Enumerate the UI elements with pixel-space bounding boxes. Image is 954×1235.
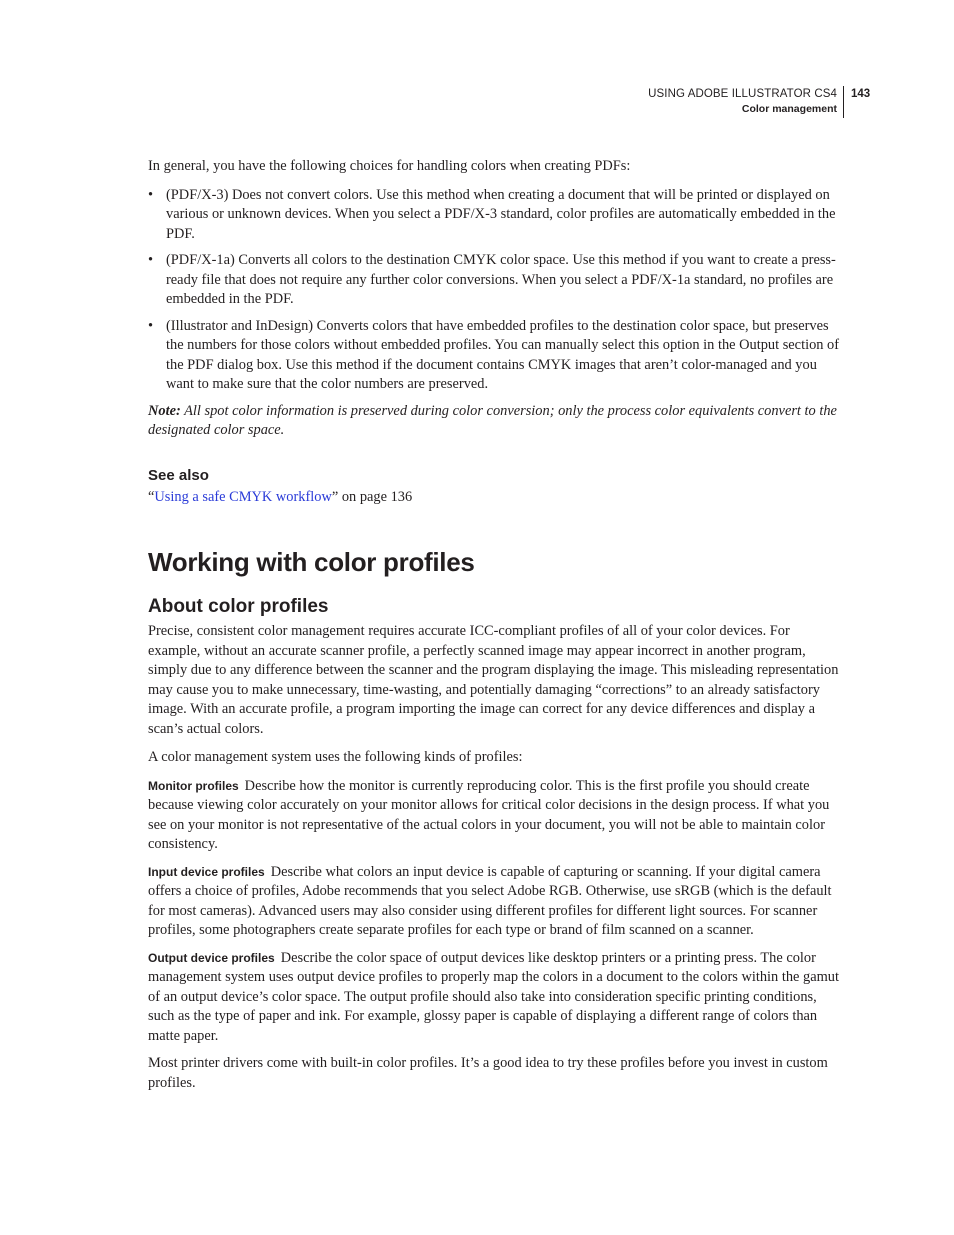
- bullet-marker: •: [148, 317, 154, 334]
- definition-text: Describe the color space of output devices like desktop printers or a printing press. The color management system uses output device profiles to properly map the colors in a document to the colors within the gamut of an output device’s color space. The output profile should also take into consideration specific printing conditions, such as the type of paper and ink. For example, glossy paper is capable of displaying a different range of colors than matte paper.: [148, 949, 839, 1044]
- note-label: Note:: [148, 402, 181, 419]
- open-quote: “: [148, 488, 155, 505]
- definition-item: [148, 949, 842, 1047]
- list-item: [148, 186, 842, 245]
- section-title: Color management: [741, 103, 837, 115]
- profile-definitions: [148, 777, 842, 1047]
- page-number: 143: [851, 88, 871, 100]
- bullet-marker: •: [148, 186, 154, 203]
- intro-paragraph: In general, you have the following choices for handling colors when creating PDFs:: [148, 158, 631, 174]
- cmyk-workflow-link[interactable]: Using a safe CMYK workflow: [154, 488, 332, 505]
- list-item-text: (PDF/X-3) Does not convert colors. Use this method when creating a document that will be printed or displayed on various or unknown devices. When you select a PDF/X-3 standard, color profiles are automatically embedded in the PDF.: [166, 186, 836, 242]
- body-paragraph: Precise, consistent color management requires accurate ICC-compliant profiles of all of your color devices. For example, without an accurate scanner profile, a perfectly scanned image may appear incorrect in another program, simply due to any difference between the scanner and the program displaying the image. This misleading representation may cause you to make unnecessary, time-wasting, and potentially damaging “corrections” to an already satisfactory image. With an accurate profile, a program importing the image can correct for any device differences and display a scan’s actual colors.: [148, 623, 839, 737]
- note-text: All spot color information is preserved during color conversion; only the process color equivalents convert to the designated color space.: [148, 402, 837, 438]
- page-reference: ” on page 136: [331, 488, 413, 505]
- definition-text: Describe how the monitor is currently reproducing color. This is the first profile you should create because viewing color accurately on your monitor allows for critical color decisions in the design process. If what you see on your monitor is not representative of the actual colors in your document, you will not be able to maintain color consistency.: [148, 777, 830, 852]
- definition-term: Output device profiles: [148, 950, 275, 965]
- doc-title: USING ADOBE ILLUSTRATOR CS4: [648, 88, 837, 100]
- closing-paragraph: Most printer drivers come with built-in color profiles. It’s a good idea to try these profiles before you invest in custom profiles.: [148, 1055, 828, 1091]
- body-paragraph: A color management system uses the following kinds of profiles:: [148, 749, 523, 765]
- list-item-text: (Illustrator and InDesign) Converts colors that have embedded profiles to the destination color space, but preserves the numbers for those colors without embedded profiles. You can manually select this option in the Output section of the PDF dialog box. Use this method if the document contains CMYK images that aren’t color-managed and you want to make sure that the color numbers are preserved.: [166, 317, 840, 392]
- pdf-color-options-list: [148, 186, 842, 395]
- section-heading: Working with color profiles: [148, 547, 475, 577]
- subsection-heading: About color profiles: [148, 596, 329, 617]
- list-item: [148, 317, 842, 395]
- definition-term: Monitor profiles: [148, 778, 239, 793]
- list-item: [148, 251, 842, 310]
- see-also-reference: [148, 488, 842, 508]
- page-content: [148, 157, 842, 1102]
- definition-text: Describe what colors an input device is capable of capturing or scanning. If your digital camera offers a choice of profiles, Adobe recommends that you select Adobe RGB. Otherwise, use sRGB (which is the default for most cameras). Advanced users may also consider using different profiles for different light sources. For scanner profiles, some photographers create separate profiles for each type or brand of film scanned on a scanner.: [148, 863, 832, 938]
- definition-term: Input device profiles: [148, 864, 265, 879]
- note: [148, 402, 842, 441]
- definition-item: [148, 863, 842, 941]
- bullet-marker: •: [148, 252, 154, 268]
- see-also-heading: See also: [148, 466, 209, 484]
- definition-item: [148, 777, 842, 855]
- running-header: [648, 86, 844, 118]
- list-item-text: (PDF/X-1a) Converts all colors to the destination CMYK color space. Use this method if you want to create a press-ready file that does not require any further color conversions. When you select a PDF/X-1a standard, no profiles are embedded in the PDF.: [166, 252, 836, 307]
